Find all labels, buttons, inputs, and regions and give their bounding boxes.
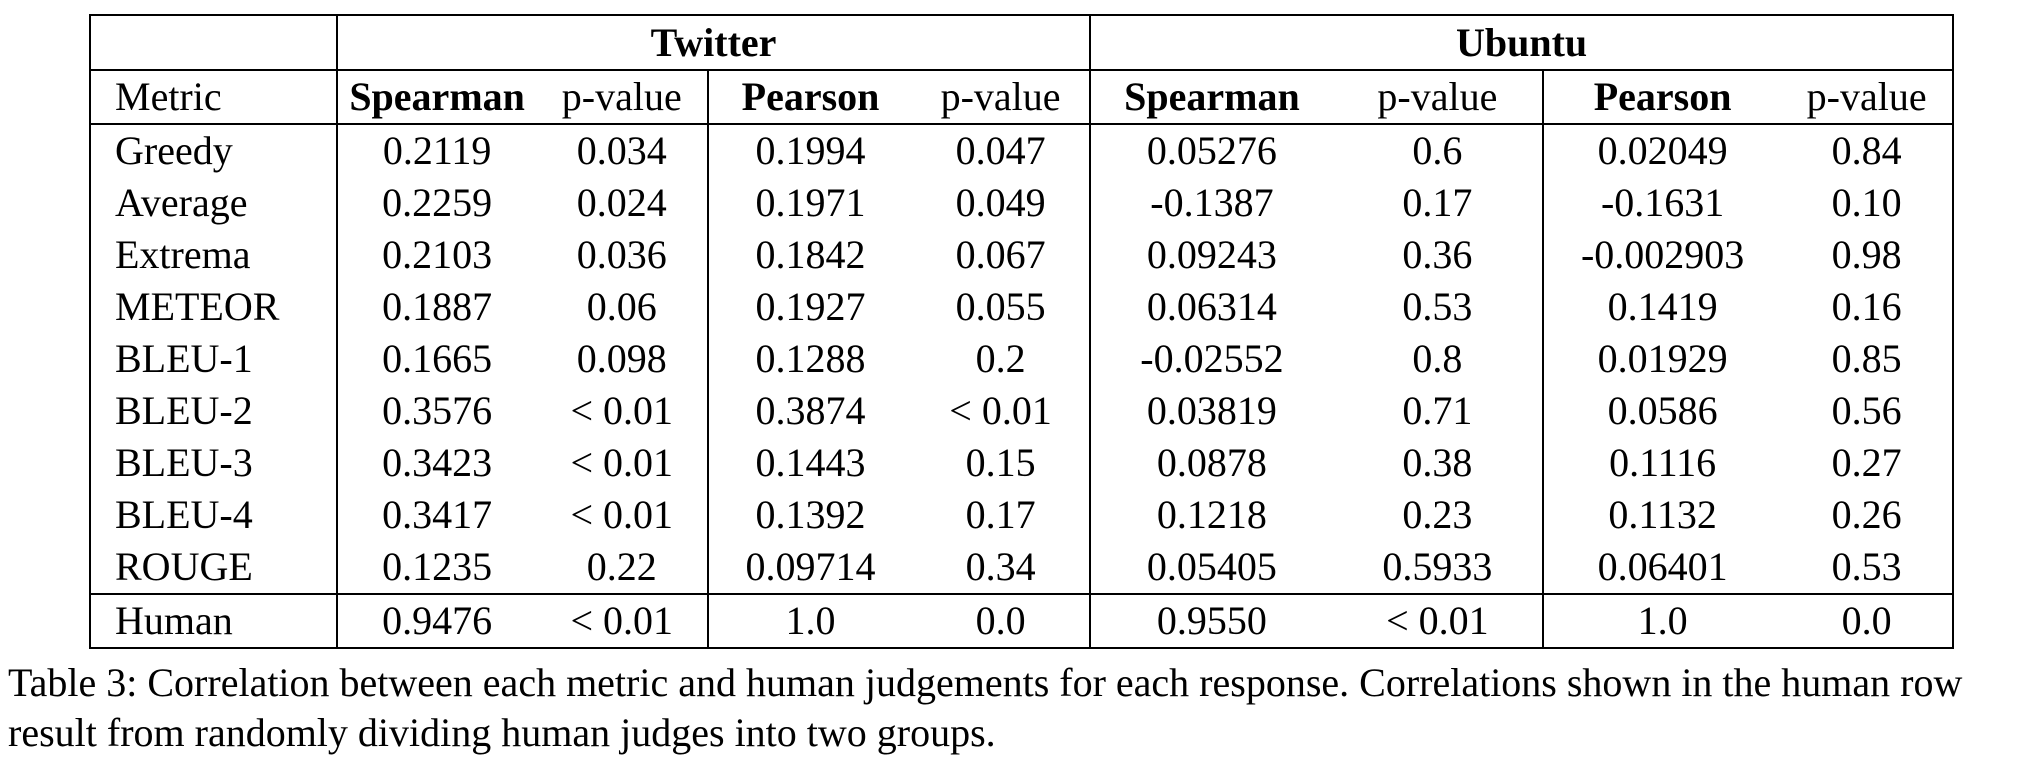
cell-ubuntu-spearman: 0.0878 <box>1090 437 1333 489</box>
cell-ubuntu-spearman: 0.05276 <box>1090 124 1333 177</box>
cell-metric-name: Extrema <box>115 232 251 277</box>
table-row <box>90 437 1953 489</box>
cell-metric-name: METEOR <box>115 284 280 329</box>
cell-ubuntu-spearman-pvalue: 0.8 <box>1412 336 1463 381</box>
cell-twitter-spearman: 0.2119 <box>337 124 537 177</box>
cell-metric-name: ROUGE <box>115 544 253 589</box>
cell-twitter-pearson: 0.1392 <box>708 489 912 541</box>
column-header-ubuntu-spearman-pvalue: p-value <box>1333 70 1543 124</box>
cell-ubuntu-spearman: -0.1387 <box>1090 177 1333 229</box>
cell-twitter-spearman: 0.9476 <box>337 594 537 648</box>
cell-twitter-spearman-pvalue: < 0.01 <box>570 388 674 433</box>
cell-twitter-spearman: 0.2103 <box>337 229 537 281</box>
column-header-metric: Metric <box>90 70 337 124</box>
cell-twitter-spearman-pvalue: 0.06 <box>586 284 657 329</box>
table-caption: Table 3: Correlation between each metric and human judgements for each response. Correlations shown in the human row result from randomly dividing human judges into two groups. <box>8 660 1963 755</box>
cell-ubuntu-spearman: -0.02552 <box>1090 333 1333 385</box>
cell-twitter-spearman: 0.2259 <box>337 177 537 229</box>
cell-ubuntu-spearman-pvalue: 0.6 <box>1412 128 1463 173</box>
column-header-row <box>90 70 1953 124</box>
table-row <box>90 541 1953 594</box>
cell-twitter-spearman-pvalue: < 0.01 <box>570 440 674 485</box>
column-header-twitter-pearson: Pearson <box>708 70 912 124</box>
cell-ubuntu-pearson-pvalue: 0.16 <box>1831 284 1902 329</box>
cell-ubuntu-pearson: 0.1116 <box>1543 437 1781 489</box>
column-header-ubuntu-pearson: Pearson <box>1543 70 1781 124</box>
cell-ubuntu-pearson-pvalue: 0.26 <box>1831 492 1902 537</box>
table-row <box>90 177 1953 229</box>
cell-twitter-pearson-pvalue: 0.17 <box>965 492 1036 537</box>
cell-ubuntu-spearman-pvalue: < 0.01 <box>1333 594 1543 648</box>
cell-twitter-pearson-pvalue: < 0.01 <box>949 388 1052 433</box>
cell-twitter-pearson: 0.09714 <box>708 541 912 594</box>
table-row <box>90 594 1953 648</box>
cell-twitter-spearman: 0.3417 <box>337 489 537 541</box>
cell-ubuntu-pearson-pvalue: 0.0 <box>1781 594 1953 648</box>
cell-ubuntu-pearson-pvalue: 0.85 <box>1831 336 1902 381</box>
column-header-ubuntu-spearman: Spearman <box>1090 70 1333 124</box>
group-header-twitter: Twitter <box>337 15 1090 70</box>
cell-metric-name: Average <box>115 180 248 225</box>
cell-ubuntu-pearson: -0.002903 <box>1543 229 1781 281</box>
cell-twitter-pearson: 0.1842 <box>708 229 912 281</box>
cell-metric-name: BLEU-3 <box>115 440 253 485</box>
column-header-twitter-spearman: Spearman <box>337 70 537 124</box>
cell-ubuntu-spearman: 0.06314 <box>1090 281 1333 333</box>
table-row <box>90 489 1953 541</box>
cell-ubuntu-spearman: 0.03819 <box>1090 385 1333 437</box>
cell-ubuntu-pearson-pvalue: 0.84 <box>1831 128 1902 173</box>
cell-twitter-spearman: 0.1235 <box>337 541 537 594</box>
cell-ubuntu-pearson-pvalue: 0.56 <box>1831 388 1902 433</box>
cell-ubuntu-pearson: 0.01929 <box>1543 333 1781 385</box>
column-header-twitter-spearman-pvalue: p-value <box>536 70 708 124</box>
cell-ubuntu-pearson-pvalue: 0.10 <box>1831 180 1902 225</box>
cell-ubuntu-spearman-pvalue: 0.5933 <box>1382 544 1493 589</box>
cell-ubuntu-pearson-pvalue: 0.27 <box>1831 440 1902 485</box>
cell-twitter-pearson-pvalue: 0.2 <box>975 336 1026 381</box>
group-header-ubuntu: Ubuntu <box>1090 15 1953 70</box>
table-row <box>90 124 1953 177</box>
cell-twitter-pearson: 0.1971 <box>708 177 912 229</box>
table-row <box>90 281 1953 333</box>
cell-twitter-spearman: 0.1665 <box>337 333 537 385</box>
cell-ubuntu-pearson: 0.02049 <box>1543 124 1781 177</box>
cell-twitter-pearson: 0.1443 <box>708 437 912 489</box>
cell-ubuntu-spearman-pvalue: 0.38 <box>1402 440 1473 485</box>
cell-ubuntu-pearson: 1.0 <box>1543 594 1781 648</box>
cell-twitter-pearson-pvalue: 0.15 <box>965 440 1036 485</box>
empty-corner-cell <box>90 15 337 70</box>
cell-twitter-spearman: 0.3423 <box>337 437 537 489</box>
cell-twitter-pearson: 0.3874 <box>708 385 912 437</box>
table-row <box>90 385 1953 437</box>
cell-twitter-spearman-pvalue: 0.036 <box>576 232 667 277</box>
cell-twitter-pearson-pvalue: 0.047 <box>955 128 1046 173</box>
cell-twitter-pearson-pvalue: 0.055 <box>955 284 1046 329</box>
cell-ubuntu-spearman-pvalue: 0.23 <box>1402 492 1473 537</box>
cell-twitter-pearson: 0.1994 <box>708 124 912 177</box>
cell-ubuntu-spearman: 0.1218 <box>1090 489 1333 541</box>
column-header-twitter-pearson-pvalue: p-value <box>912 70 1090 124</box>
cell-twitter-pearson-pvalue: 0.34 <box>965 544 1036 589</box>
cell-metric-name: Greedy <box>115 128 233 173</box>
cell-twitter-spearman-pvalue: < 0.01 <box>536 594 708 648</box>
cell-ubuntu-spearman-pvalue: 0.36 <box>1402 232 1473 277</box>
cell-twitter-spearman-pvalue: 0.034 <box>576 128 667 173</box>
cell-twitter-pearson-pvalue: 0.0 <box>912 594 1090 648</box>
cell-twitter-pearson: 0.1927 <box>708 281 912 333</box>
cell-ubuntu-pearson-pvalue: 0.98 <box>1831 232 1902 277</box>
cell-ubuntu-spearman-pvalue: 0.53 <box>1402 284 1473 329</box>
cell-ubuntu-spearman: 0.05405 <box>1090 541 1333 594</box>
cell-metric-name: BLEU-4 <box>115 492 253 537</box>
group-header-row <box>90 15 1953 70</box>
cell-twitter-pearson: 1.0 <box>708 594 912 648</box>
cell-ubuntu-spearman-pvalue: 0.71 <box>1402 388 1473 433</box>
table-row <box>90 229 1953 281</box>
cell-ubuntu-pearson: 0.1419 <box>1543 281 1781 333</box>
cell-twitter-spearman-pvalue: 0.22 <box>586 544 657 589</box>
table-body <box>90 124 1953 648</box>
cell-ubuntu-spearman-pvalue: 0.17 <box>1402 180 1473 225</box>
cell-twitter-spearman-pvalue: < 0.01 <box>570 492 674 537</box>
cell-twitter-spearman: 0.3576 <box>337 385 537 437</box>
cell-twitter-spearman: 0.1887 <box>337 281 537 333</box>
cell-ubuntu-pearson: -0.1631 <box>1543 177 1781 229</box>
cell-ubuntu-pearson: 0.1132 <box>1543 489 1781 541</box>
cell-twitter-pearson-pvalue: 0.049 <box>955 180 1046 225</box>
cell-twitter-spearman-pvalue: 0.098 <box>576 336 667 381</box>
cell-twitter-spearman-pvalue: 0.024 <box>576 180 667 225</box>
cell-metric-name: BLEU-2 <box>115 388 253 433</box>
cell-twitter-pearson: 0.1288 <box>708 333 912 385</box>
cell-metric-name: Human <box>90 594 337 648</box>
cell-ubuntu-pearson: 0.06401 <box>1543 541 1781 594</box>
cell-ubuntu-spearman: 0.09243 <box>1090 229 1333 281</box>
cell-twitter-pearson-pvalue: 0.067 <box>955 232 1046 277</box>
cell-ubuntu-spearman: 0.9550 <box>1090 594 1333 648</box>
table-row <box>90 333 1953 385</box>
correlation-table <box>89 14 1954 649</box>
cell-metric-name: BLEU-1 <box>115 336 253 381</box>
column-header-ubuntu-pearson-pvalue: p-value <box>1781 70 1953 124</box>
cell-ubuntu-pearson: 0.0586 <box>1543 385 1781 437</box>
cell-ubuntu-pearson-pvalue: 0.53 <box>1831 544 1902 589</box>
